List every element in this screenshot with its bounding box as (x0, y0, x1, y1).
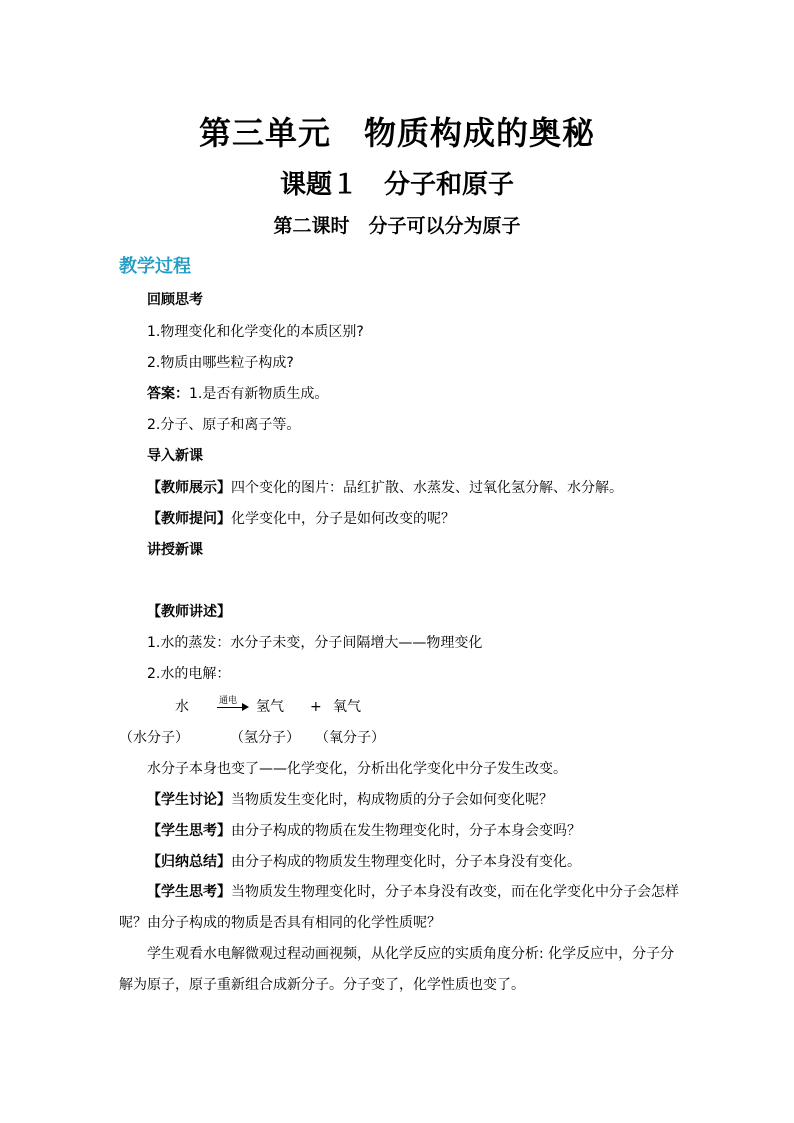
section-heading: 教学过程 (119, 256, 191, 277)
answer-label: 答案： (147, 386, 189, 402)
review-question-1: 1.物理变化和化学变化的本质区别? (147, 324, 364, 340)
topic-title: 课题１ 分子和原子 (279, 170, 514, 200)
summary-text: 由分子构成的物质发生物理变化时，分子本身没有变化。 (231, 854, 581, 870)
summary-label: 【归纳总结】 (147, 854, 231, 870)
review-question-2: 2.物质由哪些粒子构成? (147, 355, 294, 371)
molecule-hydrogen: （氢分子） (230, 730, 300, 746)
teacher-show (147, 479, 623, 497)
student-think-1-text: 由分子构成的物质在发生物理变化时，分子本身会变吗？ (231, 823, 581, 839)
arrow-head-icon (242, 703, 249, 711)
student-discussion (147, 791, 553, 809)
equation-water: 水 (175, 699, 189, 715)
teacher-ask-text: 化学变化中，分子是如何改变的呢？ (231, 511, 455, 527)
teacher-show-label: 【教师展示】 (147, 480, 231, 496)
explain-line-3: 水分子本身也变了——化学变化，分析出化学变化中分子发生改变。 (147, 761, 567, 777)
intro-heading: 导入新课 (147, 448, 203, 464)
student-think-2-label: 【学生思考】 (147, 884, 231, 900)
explain-line-1: 1.水的蒸发：水分子未变，分子间隔增大——物理变化 (147, 635, 483, 651)
molecule-oxygen: （氧分子） (315, 730, 385, 746)
teacher-ask-label: 【教师提问】 (147, 511, 231, 527)
condition-label: 通电 (219, 696, 238, 706)
lecture-heading: 讲授新课 (147, 542, 203, 558)
equation-plus: + (310, 699, 322, 715)
answer-2: 2.分子、原子和离子等。 (147, 417, 301, 433)
teacher-explain-label: 【教师讲述】 (147, 604, 231, 620)
explain-line-2: 2.水的电解： (147, 666, 231, 682)
teacher-show-text: 四个变化的图片：品红扩散、水蒸发、过氧化氢分解、水分解。 (231, 480, 623, 496)
summary (147, 853, 581, 871)
student-think-1-label: 【学生思考】 (147, 823, 231, 839)
answer-line-1 (147, 385, 328, 403)
student-think-2-text: 当物质发生物理变化时，分子本身没有改变，而在化学变化中分子会怎样呢？由分子构成的物质是否具有相同的化学性质呢？ (119, 884, 679, 931)
equation-oxygen: 氧气 (333, 699, 361, 715)
unit-title: 第三单元 物质构成的奥秘 (198, 114, 595, 152)
student-think-1 (147, 822, 581, 840)
student-discussion-text: 当物质发生变化时，构成物质的分子会如何变化呢？ (231, 792, 553, 808)
answer-1: 1.是否有新物质生成。 (189, 386, 329, 402)
student-discussion-label: 【学生讨论】 (147, 792, 231, 808)
teacher-ask (147, 510, 455, 528)
molecule-water: （水分子） (119, 730, 189, 746)
equation-hydrogen: 氢气 (256, 699, 284, 715)
video-paragraph: 学生观看水电解微观过程动画视频，从化学反应的实质角度分析: 化学反应中，分子分解为原子，原子重新组合成新分子。分子变了，化学性质也变了。 (119, 946, 675, 993)
review-heading: 回顾思考 (147, 292, 203, 308)
student-think-2 (119, 877, 679, 939)
lesson-title: 第二课时 分子可以分为原子 (273, 215, 521, 237)
reaction-arrow (217, 697, 247, 713)
